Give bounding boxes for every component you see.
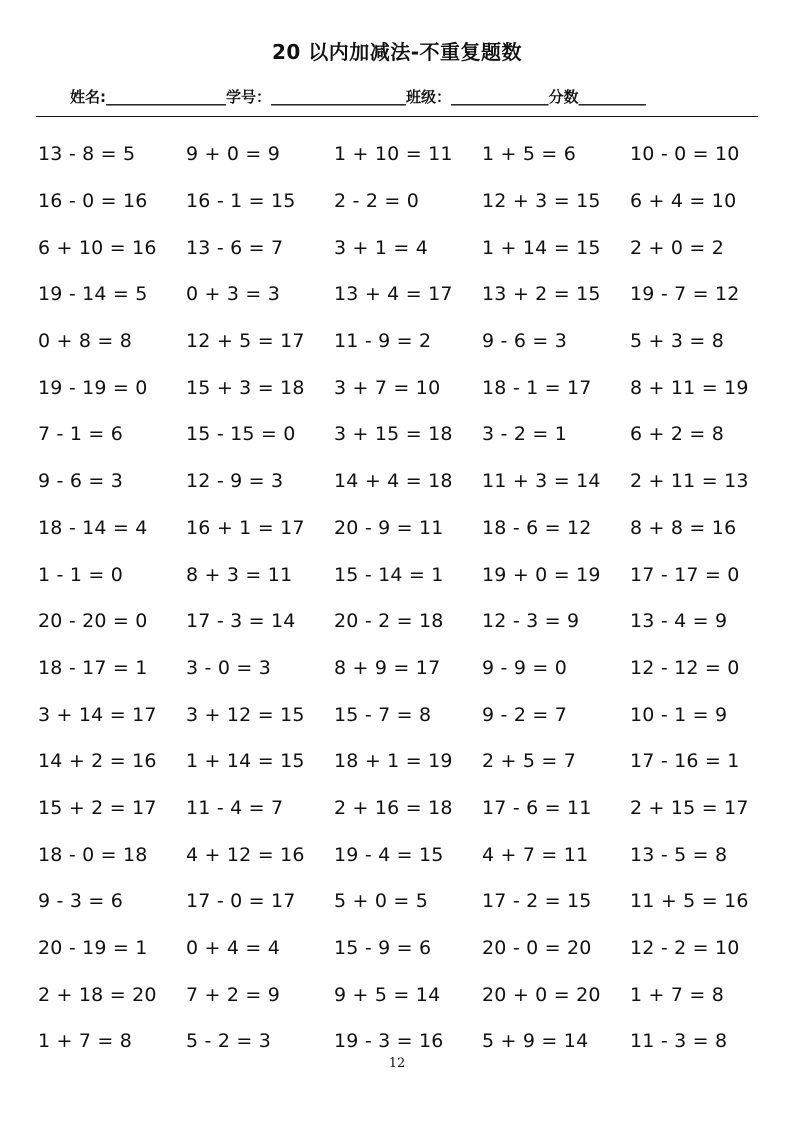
problem-row: [38, 551, 778, 598]
header-divider: [36, 116, 758, 117]
problem-item: 18 - 17 = 1: [38, 656, 148, 679]
problem-item: 1 + 10 = 11: [334, 143, 453, 166]
problem-item: 3 - 0 = 3: [186, 656, 271, 679]
class-blank[interactable]: _____________: [451, 88, 549, 106]
problem-item: 18 + 1 = 19: [334, 750, 453, 773]
problem-row: [38, 691, 778, 738]
problem-item: 12 - 2 = 10: [630, 937, 740, 960]
problem-item: 20 - 19 = 1: [38, 937, 148, 960]
name-label: 姓名:: [70, 88, 106, 106]
problem-item: 12 + 3 = 15: [482, 190, 601, 213]
problem-item: 15 - 15 = 0: [186, 423, 296, 446]
problem-row: [38, 925, 778, 972]
problem-item: 3 + 12 = 15: [186, 703, 305, 726]
problem-item: 3 + 7 = 10: [334, 376, 441, 399]
problem-row: [38, 785, 778, 832]
problem-item: 11 + 3 = 14: [482, 470, 601, 493]
page-number: 12: [388, 1056, 406, 1071]
problem-item: 9 - 2 = 7: [482, 703, 567, 726]
problem-item: 18 - 0 = 18: [38, 843, 148, 866]
problem-item: 3 + 15 = 18: [334, 423, 453, 446]
student-info-row: [70, 86, 750, 107]
problem-item: 2 + 11 = 13: [630, 470, 749, 493]
problem-row: [38, 738, 778, 785]
problem-item: 20 - 0 = 20: [482, 937, 592, 960]
problem-item: 4 + 7 = 11: [482, 843, 589, 866]
problem-item: 3 - 2 = 1: [482, 423, 567, 446]
problem-item: 2 + 0 = 2: [630, 236, 725, 259]
problem-item: 17 - 0 = 17: [186, 890, 296, 913]
problem-item: 7 - 1 = 6: [38, 423, 123, 446]
problem-item: 0 + 8 = 8: [38, 330, 133, 353]
problem-row: [38, 505, 778, 552]
id-blank[interactable]: __________________: [271, 88, 407, 106]
problem-item: 9 + 5 = 14: [334, 983, 441, 1006]
problem-item: 17 - 17 = 0: [630, 563, 740, 586]
problem-item: 4 + 12 = 16: [186, 843, 305, 866]
problem-item: 5 - 2 = 3: [186, 1030, 271, 1053]
problem-row: [38, 178, 778, 225]
problem-item: 1 + 7 = 8: [630, 983, 725, 1006]
problem-grid: [38, 131, 778, 1065]
problem-item: 6 + 4 = 10: [630, 190, 737, 213]
problem-item: 17 - 3 = 14: [186, 610, 296, 633]
problem-item: 19 + 0 = 19: [482, 563, 601, 586]
problem-item: 16 - 1 = 15: [186, 190, 296, 213]
problem-item: 9 + 0 = 9: [186, 143, 281, 166]
problem-item: 17 - 16 = 1: [630, 750, 740, 773]
problem-item: 19 - 3 = 16: [334, 1030, 444, 1053]
problem-item: 2 + 16 = 18: [334, 796, 453, 819]
problem-item: 1 + 7 = 8: [38, 1030, 133, 1053]
problem-item: 17 - 2 = 15: [482, 890, 592, 913]
problem-item: 19 - 14 = 5: [38, 283, 148, 306]
problem-item: 13 - 4 = 9: [630, 610, 728, 633]
problem-item: 15 + 2 = 17: [38, 796, 157, 819]
problem-item: 0 + 3 = 3: [186, 283, 281, 306]
problem-item: 12 - 12 = 0: [630, 656, 740, 679]
problem-item: 1 + 14 = 15: [482, 236, 601, 259]
problem-item: 20 + 0 = 20: [482, 983, 601, 1006]
problem-item: 10 - 0 = 10: [630, 143, 740, 166]
problem-item: 9 - 6 = 3: [482, 330, 567, 353]
name-blank[interactable]: ________________: [106, 88, 226, 106]
problem-item: 11 - 9 = 2: [334, 330, 432, 353]
problem-row: [38, 271, 778, 318]
problem-item: 11 - 4 = 7: [186, 796, 284, 819]
problem-item: 18 - 6 = 12: [482, 516, 592, 539]
score-label: 分数: [548, 88, 579, 106]
problem-item: 1 - 1 = 0: [38, 563, 123, 586]
problem-item: 15 - 9 = 6: [334, 937, 432, 960]
problem-row: [38, 411, 778, 458]
problem-item: 9 - 3 = 6: [38, 890, 123, 913]
problem-item: 8 + 8 = 16: [630, 516, 737, 539]
problem-item: 13 - 5 = 8: [630, 843, 728, 866]
problem-item: 19 - 19 = 0: [38, 376, 148, 399]
problem-item: 16 - 0 = 16: [38, 190, 148, 213]
problem-item: 11 + 5 = 16: [630, 890, 749, 913]
problem-item: 7 + 2 = 9: [186, 983, 281, 1006]
class-label: 班级：: [406, 88, 452, 106]
page-title: 20 以内加减法-不重复题数: [271, 40, 523, 64]
problem-item: 5 + 0 = 5: [334, 890, 429, 913]
problem-item: 16 + 1 = 17: [186, 516, 305, 539]
problem-item: 2 + 15 = 17: [630, 796, 749, 819]
problem-item: 12 - 9 = 3: [186, 470, 284, 493]
problem-item: 12 + 5 = 17: [186, 330, 305, 353]
problem-item: 6 + 2 = 8: [630, 423, 725, 446]
problem-item: 15 - 14 = 1: [334, 563, 444, 586]
problem-item: 2 + 5 = 7: [482, 750, 577, 773]
problem-item: 12 - 3 = 9: [482, 610, 580, 633]
problem-item: 19 - 7 = 12: [630, 283, 740, 306]
problem-row: [38, 831, 778, 878]
problem-item: 0 + 4 = 4: [186, 937, 281, 960]
problem-item: 18 - 1 = 17: [482, 376, 592, 399]
id-label: 学号：: [226, 88, 272, 106]
problem-item: 19 - 4 = 15: [334, 843, 444, 866]
problem-item: 8 + 3 = 11: [186, 563, 293, 586]
problem-item: 14 + 2 = 16: [38, 750, 157, 773]
problem-row: [38, 458, 778, 505]
problem-item: 1 + 5 = 6: [482, 143, 577, 166]
problem-item: 5 + 9 = 14: [482, 1030, 589, 1053]
problem-item: 10 - 1 = 9: [630, 703, 728, 726]
problem-item: 1 + 14 = 15: [186, 750, 305, 773]
problem-item: 2 + 18 = 20: [38, 983, 157, 1006]
problem-item: 20 - 2 = 18: [334, 610, 444, 633]
problem-row: [38, 318, 778, 365]
problem-item: 20 - 20 = 0: [38, 610, 148, 633]
problem-item: 13 + 4 = 17: [334, 283, 453, 306]
score-blank[interactable]: _________: [578, 88, 647, 106]
problem-item: 17 - 6 = 11: [482, 796, 592, 819]
problem-item: 13 - 6 = 7: [186, 236, 284, 259]
problem-row: [38, 971, 778, 1018]
problem-row: [38, 364, 778, 411]
problem-item: 15 + 3 = 18: [186, 376, 305, 399]
problem-item: 18 - 14 = 4: [38, 516, 148, 539]
problem-row: [38, 598, 778, 645]
problem-item: 5 + 3 = 8: [630, 330, 725, 353]
problem-item: 20 - 9 = 11: [334, 516, 444, 539]
problem-item: 3 + 1 = 4: [334, 236, 429, 259]
problem-item: 8 + 9 = 17: [334, 656, 441, 679]
problem-item: 15 - 7 = 8: [334, 703, 432, 726]
problem-row: [38, 645, 778, 692]
problem-item: 8 + 11 = 19: [630, 376, 749, 399]
problem-item: 9 - 6 = 3: [38, 470, 123, 493]
problem-item: 9 - 9 = 0: [482, 656, 567, 679]
problem-item: 14 + 4 = 18: [334, 470, 453, 493]
problem-row: [38, 878, 778, 925]
problem-item: 6 + 10 = 16: [38, 236, 157, 259]
problem-item: 11 - 3 = 8: [630, 1030, 728, 1053]
problem-item: 13 + 2 = 15: [482, 283, 601, 306]
problem-item: 3 + 14 = 17: [38, 703, 157, 726]
problem-row: [38, 224, 778, 271]
problem-item: 2 - 2 = 0: [334, 190, 419, 213]
problem-row: [38, 131, 778, 178]
problem-item: 13 - 8 = 5: [38, 143, 136, 166]
